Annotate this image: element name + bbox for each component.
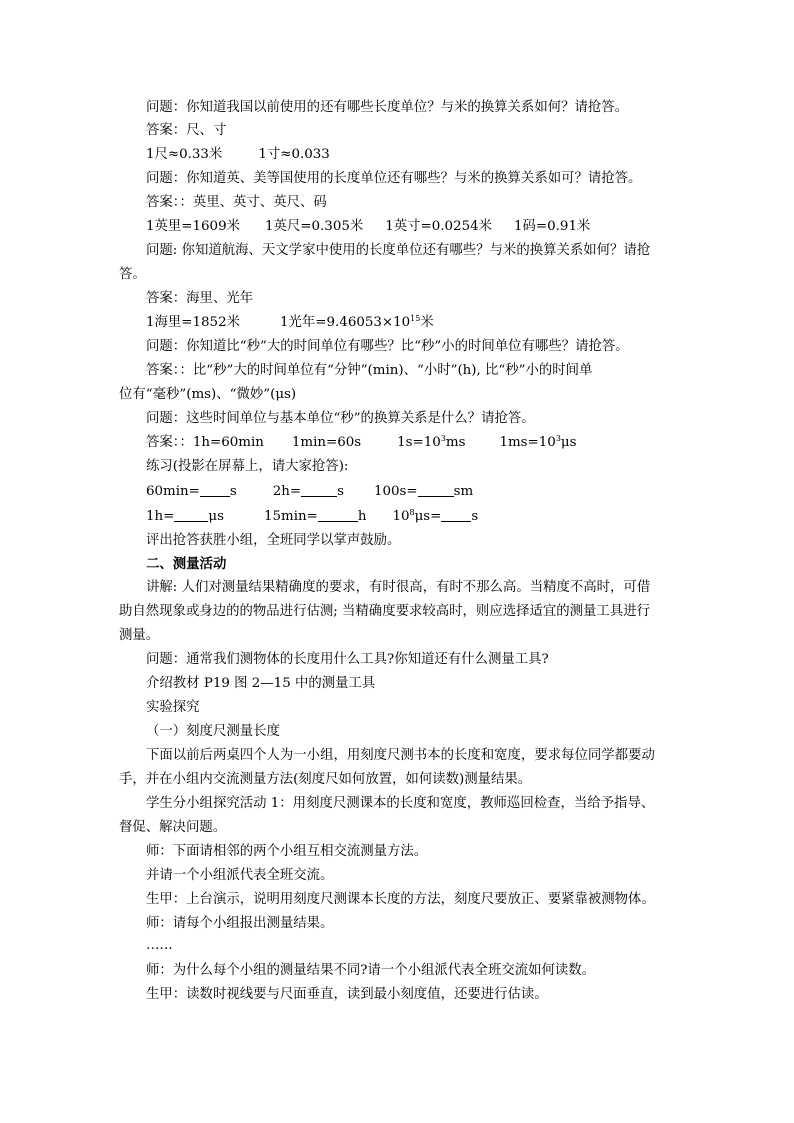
paragraph-group-l2: 手，并在小组内交流测量方法(刻度尺如何放置，如何读数)测量结果。 bbox=[119, 772, 532, 787]
question-time-conversion: 问题：这些时间单位与基本单位“秒”的换算关系是什么？请抢答。 bbox=[146, 411, 535, 426]
exercise-row-1: 60min= s 2h= s 100s= sm bbox=[146, 484, 474, 499]
conversion-light-year: 1光年$=9.46053\times 10^{15}$米 bbox=[280, 314, 434, 330]
imperial-conversions bbox=[146, 218, 590, 236]
answer-blank bbox=[174, 508, 208, 522]
conversion-yard: 1码=0.91米 bbox=[514, 219, 591, 234]
lecture-l3: 测量。 bbox=[119, 628, 160, 643]
student-line-1: 生甲：上台演示，说明用刻度尺测课本长度的方法，刻度尺要放正、要紧靠被测物体。 bbox=[146, 892, 655, 907]
conversion-cun: 1寸≈0.033 bbox=[258, 147, 330, 162]
paragraph-activity-l2: 督促、解决问题。 bbox=[119, 820, 227, 835]
praise-note: 评出抢答获胜小组，全班同学以掌声鼓励。 bbox=[146, 533, 401, 548]
exercise-title: 练习(投影在屏幕上，请大家抢答): bbox=[146, 459, 349, 474]
conversion-chi: 1尺≈0.33米 bbox=[146, 147, 223, 162]
answer-time-units-l2: 位有“毫秒”(ms)、“微妙”(μs) bbox=[119, 387, 297, 402]
question-nautical-units-l1: 问题: 你知道航海、天文学家中使用的长度单位还有哪些？与米的换算关系如何？请抢 bbox=[146, 243, 651, 258]
conversion-foot: 1英尺=0.305米 bbox=[265, 219, 364, 234]
answer-time-units-l1: 答案：：比“秒”大的时间单位有“分钟”(min)、“小时”(h), 比“秒”小的时间单 bbox=[146, 363, 593, 378]
question-time-units: 问题：你知道比“秒”大的时间单位有哪些？比“秒”小的时间单位有哪些？请抢答。 bbox=[146, 339, 629, 354]
conversion-inch: 1英寸=0.0254米 bbox=[385, 219, 493, 234]
question-tools: 问题：通常我们测物体的长度用什么工具?你知道还有什么测量工具? bbox=[146, 652, 549, 667]
lecture-l1: 讲解: 人们对测量结果精确度的要求，有时很高，有时不那么高。当精度不高时，可借 bbox=[146, 580, 651, 595]
experiment-heading: 实验探究 bbox=[146, 700, 200, 715]
question-imperial-units: 问题：你知道英、美等国使用的长度单位还有哪些？与米的换算关系如可？请抢答。 bbox=[146, 171, 642, 186]
ellipsis: …… bbox=[146, 938, 173, 953]
teacher-line-1: 师：下面请相邻的两个小组互相交流测量方法。 bbox=[146, 844, 428, 859]
teacher-line-4: 师：为什么每个小组的测量结果不同?请一个小组派代表全班交流如何读数。 bbox=[146, 963, 596, 978]
answer-blank bbox=[318, 508, 358, 522]
textbook-intro: 介绍教材 P19 图 2—15 中的测量工具 bbox=[146, 676, 376, 691]
lecture-l2: 助自然现象或身边的的物品进行估测; 当精确度要求较高时，则应选择适宜的测量工具进行 bbox=[119, 604, 650, 619]
answer-nautical-units: 答案：海里、光年 bbox=[146, 291, 254, 306]
student-line-2: 生甲：读数时视线要与尺面垂直，读到最小刻度值，还要进行估读。 bbox=[146, 987, 548, 1002]
conversion-nautical-mile: 1海里=1852米 bbox=[146, 315, 240, 330]
teacher-line-3: 师：请每个小组报出测量结果。 bbox=[146, 916, 334, 931]
section-heading-measurement: 二、测量活动 bbox=[146, 556, 227, 572]
teacher-line-2: 并请一个小组派代表全班交流。 bbox=[146, 868, 334, 883]
answer-blank bbox=[418, 483, 454, 497]
paragraph-group-l1: 下面以前后两桌四个人为一小组，用刻度尺测书本的长度和宽度，要求每位同学都要动 bbox=[146, 748, 655, 763]
answer-blank bbox=[441, 508, 471, 522]
question-old-units: 问题：你知道我国以前使用的还有哪些长度单位？与米的换算关系如何？请抢答。 bbox=[146, 100, 629, 115]
answer-blank bbox=[301, 483, 337, 497]
exercise-row-2: 1h= μs 15min= h $10^8\mu s= s$ bbox=[146, 508, 479, 524]
nautical-conversions bbox=[146, 314, 434, 332]
conversion-mile: 1英里=1609米 bbox=[146, 219, 240, 234]
question-nautical-units-l2: 答。 bbox=[119, 267, 146, 282]
paragraph-activity-l1: 学生分小组探究活动 1：用刻度尺测课本的长度和宽度，教师巡回检查，当给予指导、 bbox=[146, 796, 655, 811]
answer-imperial-units: 答案：：英里、英寸、英尺、码 bbox=[146, 195, 327, 210]
answer-time-conversion: 答案：：1h=60min 1min=60s $1s=10^3ms$ $1ms=10^3\mu s$ bbox=[146, 434, 577, 450]
answer-old-units: 答案：尺、寸 bbox=[146, 123, 227, 138]
old-units-conversions bbox=[146, 146, 330, 164]
answer-blank bbox=[200, 483, 230, 497]
subsection-ruler: （一）刻度尺测量长度 bbox=[146, 724, 280, 739]
